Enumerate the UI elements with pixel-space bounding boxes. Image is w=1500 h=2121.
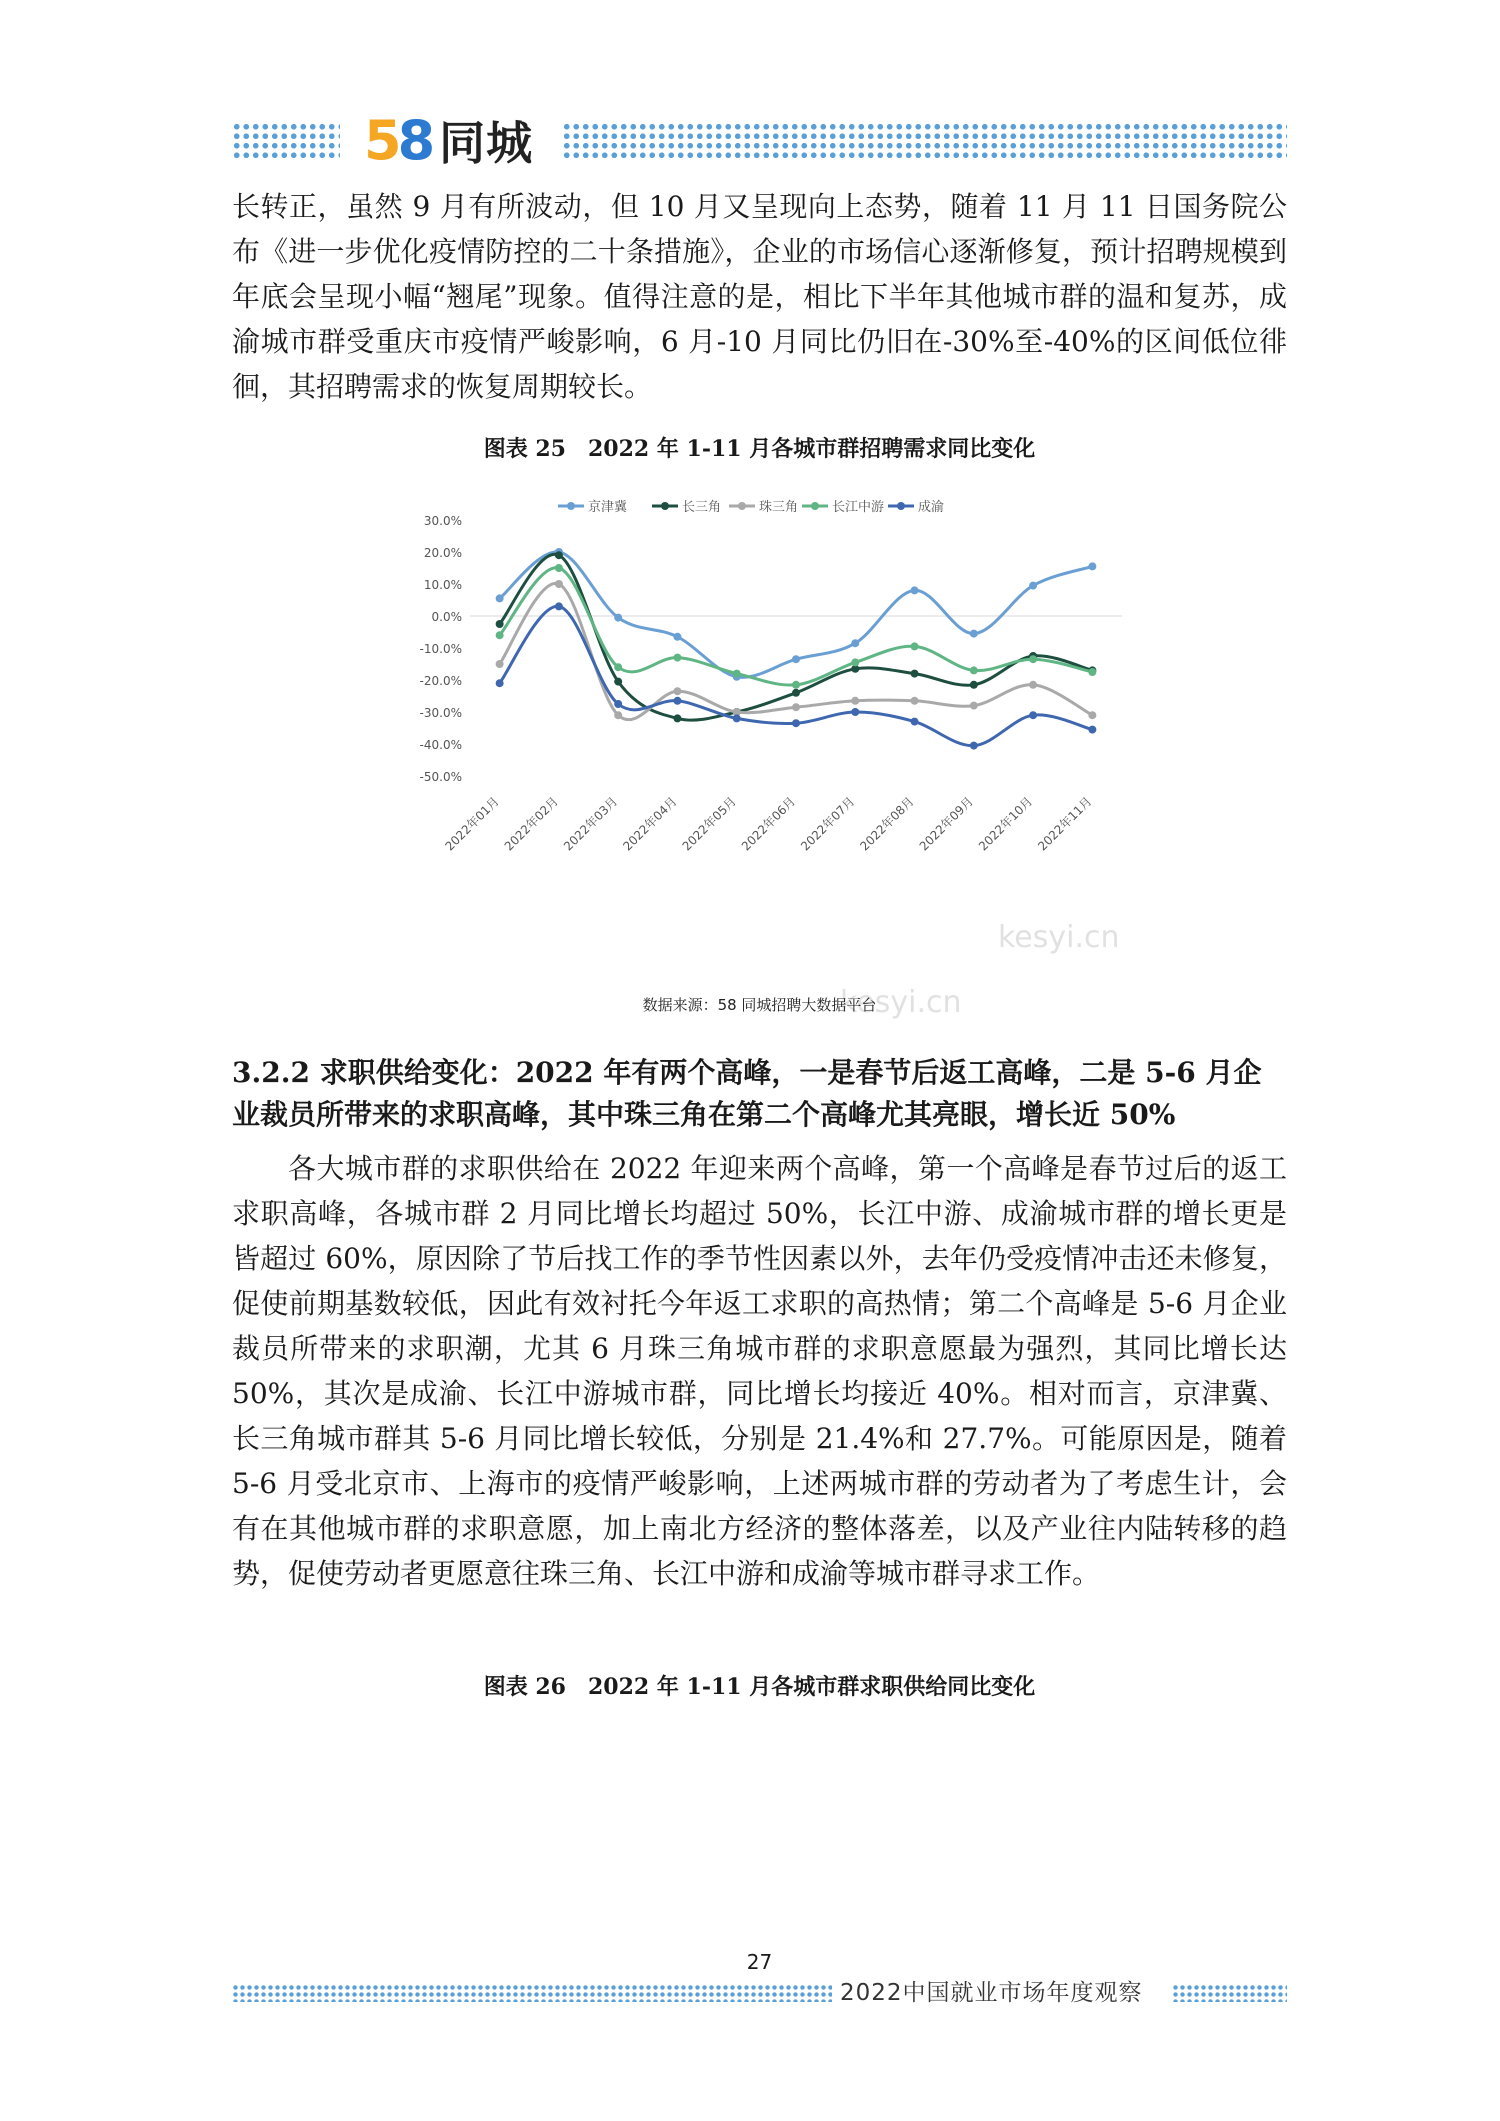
data-point <box>792 703 800 711</box>
figure-25-caption: 图表 25 2022 年 1-11 月各城市群招聘需求同比变化 <box>483 436 1036 462</box>
legend-marker <box>897 502 905 510</box>
data-point <box>614 663 622 671</box>
legend-marker <box>567 502 575 510</box>
series-京津冀 <box>496 548 1097 681</box>
x-tick-label: 2022年06月 <box>738 794 799 854</box>
paragraph-1: 长转正，虽然 9 月有所波动，但 10 月又呈现向上态势，随着 11 月 11 日国务院公布《进一步优化疫情防控的二十条措施》，企业的市场信心逐渐修复，预计招聘规模到年底会呈现小幅“翘尾”现象。值得注意的是，相比下半年其他城市群的温和复苏，成渝城市群受重庆市疫情严峻影响，6 月-10 月同比仍旧在-30%至-40%的区间低位徘徊，其招聘需求的恢复周期较长。 <box>232 190 1287 403</box>
legend-marker <box>661 502 669 510</box>
watermark-2: kesyi.cn <box>840 985 962 1020</box>
y-tick-label: 0.0% <box>431 610 462 624</box>
data-point <box>555 564 563 572</box>
data-point <box>851 639 859 647</box>
data-point <box>1088 668 1096 676</box>
footer-title: 2022中国就业市场年度观察 <box>840 1980 1143 2006</box>
y-tick-label: -30.0% <box>419 706 462 720</box>
y-tick-label: -40.0% <box>419 738 462 752</box>
data-point <box>673 633 681 641</box>
data-point <box>911 697 919 705</box>
data-point <box>673 714 681 722</box>
x-tick-label: 2022年09月 <box>916 794 976 854</box>
y-tick-label: -10.0% <box>419 642 462 656</box>
data-point <box>496 660 504 668</box>
data-point <box>792 719 800 727</box>
data-point <box>911 586 919 594</box>
y-tick-label: 20.0% <box>423 546 462 560</box>
data-point <box>970 742 978 750</box>
data-point <box>911 718 919 726</box>
y-tick-label: -50.0% <box>419 770 462 784</box>
data-point <box>970 666 978 674</box>
data-point <box>733 714 741 722</box>
paragraph-2-block <box>232 1146 1287 1596</box>
data-point <box>614 614 622 622</box>
data-point <box>614 678 622 686</box>
data-point <box>1029 711 1037 719</box>
data-point <box>1029 681 1037 689</box>
data-point <box>1088 711 1096 719</box>
logo-name: 同城 <box>439 116 534 170</box>
data-point <box>555 551 563 559</box>
series-line <box>500 568 1093 685</box>
figure-25-line-chart <box>400 490 1140 960</box>
data-point <box>911 670 919 678</box>
data-point <box>970 681 978 689</box>
legend-label: 京津冀 <box>588 500 628 515</box>
series-成渝 <box>496 602 1097 749</box>
x-tick-label: 2022年07月 <box>798 794 858 854</box>
data-point <box>970 702 978 710</box>
data-point <box>1088 726 1096 734</box>
chart-legend <box>558 499 944 515</box>
data-point <box>911 642 919 650</box>
chart-x-axis <box>442 794 1095 854</box>
chart-series <box>496 548 1097 750</box>
x-tick-label: 2022年10月 <box>975 794 1036 854</box>
data-point <box>496 620 504 628</box>
x-tick-label: 2022年08月 <box>857 794 917 854</box>
data-point <box>851 658 859 666</box>
legend-label: 长三角 <box>682 500 722 515</box>
paragraph-2: 各大城市群的求职供给在 2022 年迎来两个高峰，第一个高峰是春节过后的返工求职高峰，各城市群 2 月同比增长均超过 50%，长江中游、成渝城市群的增长更是皆超过 60%，原因除了节后找工作的季节性因素以外，去年仍受疫情冲击还未修复，促使前期基数较低，因此有效衬托今年返工求职的高热情；第二个高峰是 5-6 月企业裁员所带来的求职潮，尤其 6 月珠三角城市群的求职意愿最为强烈，其同比增长达 50%，其次是成渝、长江中游城市群，同比增长均接近 40%。相对而言，京津冀、长三角城市群其 5-6 月同比增长较低，分别是 21.4%和 27.7%。可能原因是，随着 5-6 月受北京市、上海市的疫情严峻影响，上述两城市群的劳动者为了考虑生计，会有在其他城市群的求职意愿，加上南北方经济的整体落差，以及产业往内陆转移的趋势，促使劳动者更愿意往珠三角、长江中游和成渝等城市群寻求工作。 <box>232 1152 1287 1590</box>
y-tick-label: 10.0% <box>423 578 462 592</box>
data-point <box>673 697 681 705</box>
legend-marker <box>811 502 819 510</box>
legend-marker <box>738 502 746 510</box>
data-point <box>733 670 741 678</box>
header-dots-right <box>562 122 1287 158</box>
data-point <box>673 654 681 662</box>
footer-dots-left <box>232 1984 832 2002</box>
x-tick-label: 2022年01月 <box>442 794 502 854</box>
legend-label: 成渝 <box>918 500 945 515</box>
paragraph-1-block <box>232 184 1287 409</box>
x-tick-label: 2022年04月 <box>620 794 680 854</box>
data-point <box>614 700 622 708</box>
y-tick-label: 30.0% <box>423 514 462 528</box>
figure-26-caption: 图表 26 2022 年 1-11 月各城市群求职供给同比变化 <box>483 1674 1036 1700</box>
data-point <box>555 602 563 610</box>
data-point <box>555 580 563 588</box>
header-dots-left <box>232 122 340 158</box>
data-point <box>496 631 504 639</box>
x-tick-label: 2022年03月 <box>561 794 621 854</box>
figure-25-source: 数据来源：58 同城招聘大数据平台 <box>642 996 877 1014</box>
logo-58-tongcheng <box>364 110 533 170</box>
legend-label: 长江中游 <box>832 500 885 515</box>
data-point <box>614 711 622 719</box>
page-header <box>232 108 1287 172</box>
data-point <box>1029 655 1037 663</box>
data-point <box>673 687 681 695</box>
data-point <box>792 689 800 697</box>
data-point <box>1029 582 1037 590</box>
data-point <box>496 679 504 687</box>
data-point <box>851 708 859 716</box>
y-tick-label: -20.0% <box>419 674 462 688</box>
x-tick-label: 2022年11月 <box>1035 794 1095 854</box>
logo-digit-5: 5 <box>364 108 398 172</box>
logo-digit-8: 8 <box>397 108 436 172</box>
watermark-1: kesyi.cn <box>998 920 1120 955</box>
x-tick-label: 2022年02月 <box>501 794 562 854</box>
data-point <box>792 655 800 663</box>
section-heading: 3.2.2 求职供给变化：2022 年有两个高峰，一是春节后返工高峰，二是 5-6 月企业裁员所带来的求职高峰，其中珠三角在第二个高峰尤其亮眼，增长近 50% <box>232 1056 1262 1131</box>
data-point <box>496 594 504 602</box>
page-number: 27 <box>746 1950 773 1974</box>
data-point <box>851 697 859 705</box>
legend-label: 珠三角 <box>759 500 799 515</box>
data-point <box>1088 562 1096 570</box>
data-point <box>970 630 978 638</box>
x-tick-label: 2022年05月 <box>679 794 739 854</box>
chart-y-axis <box>420 514 1122 784</box>
page-footer <box>232 1978 1287 2008</box>
data-point <box>792 681 800 689</box>
footer-dots-right <box>1172 1984 1287 2002</box>
